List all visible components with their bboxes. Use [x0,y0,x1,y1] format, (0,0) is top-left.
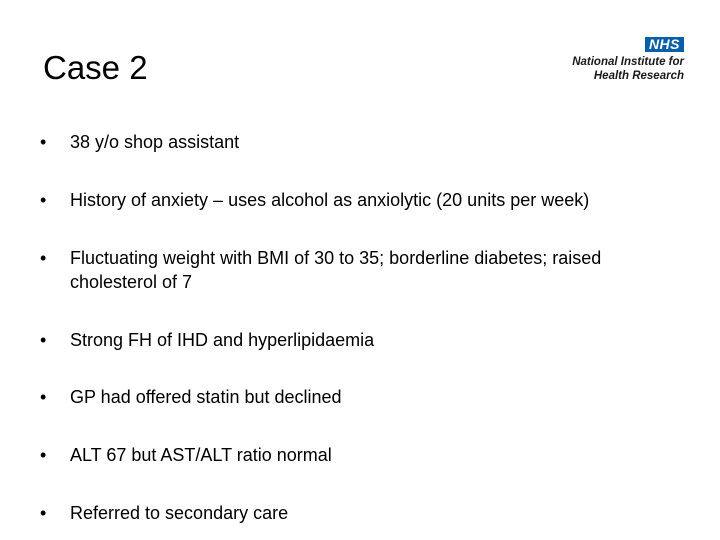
bullet-line: 38 y/o shop assistant [70,132,240,152]
bullet-marker: • [40,503,47,523]
bullet-text [70,501,288,525]
bullet-marker: • [40,190,47,210]
bullet-line: Fluctuating weight with BMI of 30 to 35; borderline diabetes; raised [70,248,602,268]
bullet-text [70,385,342,409]
logo-line-2: Health Research [593,70,684,82]
bullet-text [70,246,601,294]
bullet-text [70,443,332,467]
nhs-badge: NHS [645,37,684,52]
logo-line-1: National Institute for [572,56,684,68]
bullet-line: ALT 67 but AST/ALT ratio normal [70,445,332,465]
slide-title: Case 2 [43,49,148,86]
bullet-line: Strong FH of IHD and hyperlipidaemia [70,330,375,350]
bullet-marker: • [40,248,47,268]
bullet-marker: • [40,132,47,152]
bullet-marker: • [40,445,47,465]
bullet-marker: • [40,330,47,350]
bullet-text [70,130,239,154]
bullet-line: Referred to secondary care [70,503,289,523]
bullet-line: History of anxiety – uses alcohol as anxiolytic (20 units per week) [70,190,590,210]
bullet-line: cholesterol of 7 [70,272,193,292]
bullet-line: GP had offered statin but declined [70,387,342,407]
nihr-logo [549,37,684,85]
bullet-text [70,188,589,212]
bullet-text [70,328,374,352]
bullet-marker: • [40,387,47,407]
